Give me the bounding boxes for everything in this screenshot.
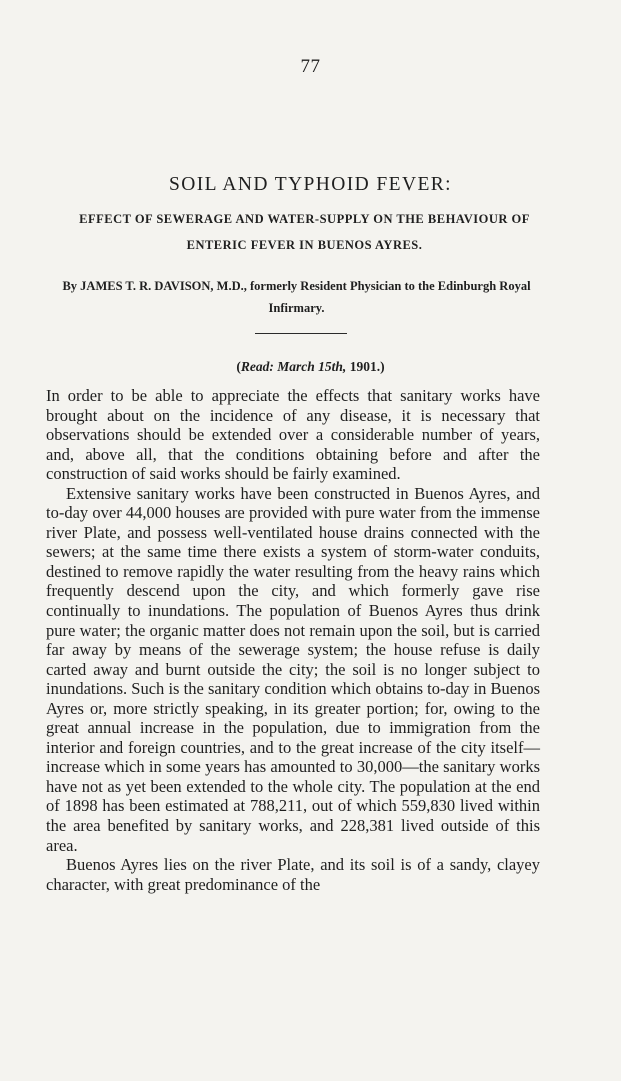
article-body [46,386,540,894]
body-paragraph-2: Extensive sanitary works have been constructed in Buenos Ayres, and to-day over 44,000 houses are provided with pure water from the immense river Plate, and possess well-ventilated house drains connected with the sewers; at the same time there exists a system of storm-water conduits, destined to remove rapidly the water resulting from the heavy rains which frequently descend upon the city, and which formerly gave rise continually to inundations. The population of Buenos Ayres thus drink pure water; the organic matter does not remain upon the soil, but is carried far away by means of the sewerage system; the house refuse is daily carted away and burnt outside the city; the soil is no longer subject to inundations. Such is the sanitary condition which obtains to-day in Buenos Ayres or, more strictly speaking, in its greater portion; for, owing to the great annual increase in the population, due to immigration from the interior and foreign countries, and to the great increase of the city itself—increase which in some years has amounted to 30,000—the sanitary works have not as yet been extended to the whole city. The population at the end of 1898 has been estimated at 788,211, out of which 559,830 lived within the area benefited by sanitary works, and 228,381 lived outside of this area. [46,483,540,855]
read-date-year: 1901. [349,359,381,374]
page-number: 77 [300,56,321,77]
article-subtitle: EFFECT OF SEWERAGE AND WATER-SUPPLY ON THE BEHAVIOUR OF ENTERIC FEVER IN BUENOS AYRES. [79,212,530,252]
title-divider [255,333,347,334]
author-byline: By JAMES T. R. DAVISON, M.D., formerly Resident Physician to the Edinburgh Royal Infirmary. [62,279,531,315]
read-date-label: Read: March 15th, [240,359,347,374]
read-date: (Read: March 15th, 1901.) [236,359,385,374]
body-paragraph-1: In order to be able to appreciate the effects that sanitary works have brought about on the incidence of any disease, it is necessary that observations should be extended over a considerable number of years, and, above all, that the conditions obtaining before and after the construction of said works should be fairly examined. [46,386,540,484]
body-paragraph-3: Buenos Ayres lies on the river Plate, and its soil is of a sandy, clayey character, with great predominance of the [46,855,540,894]
article-title: SOIL AND TYPHOID FEVER: [168,174,452,195]
